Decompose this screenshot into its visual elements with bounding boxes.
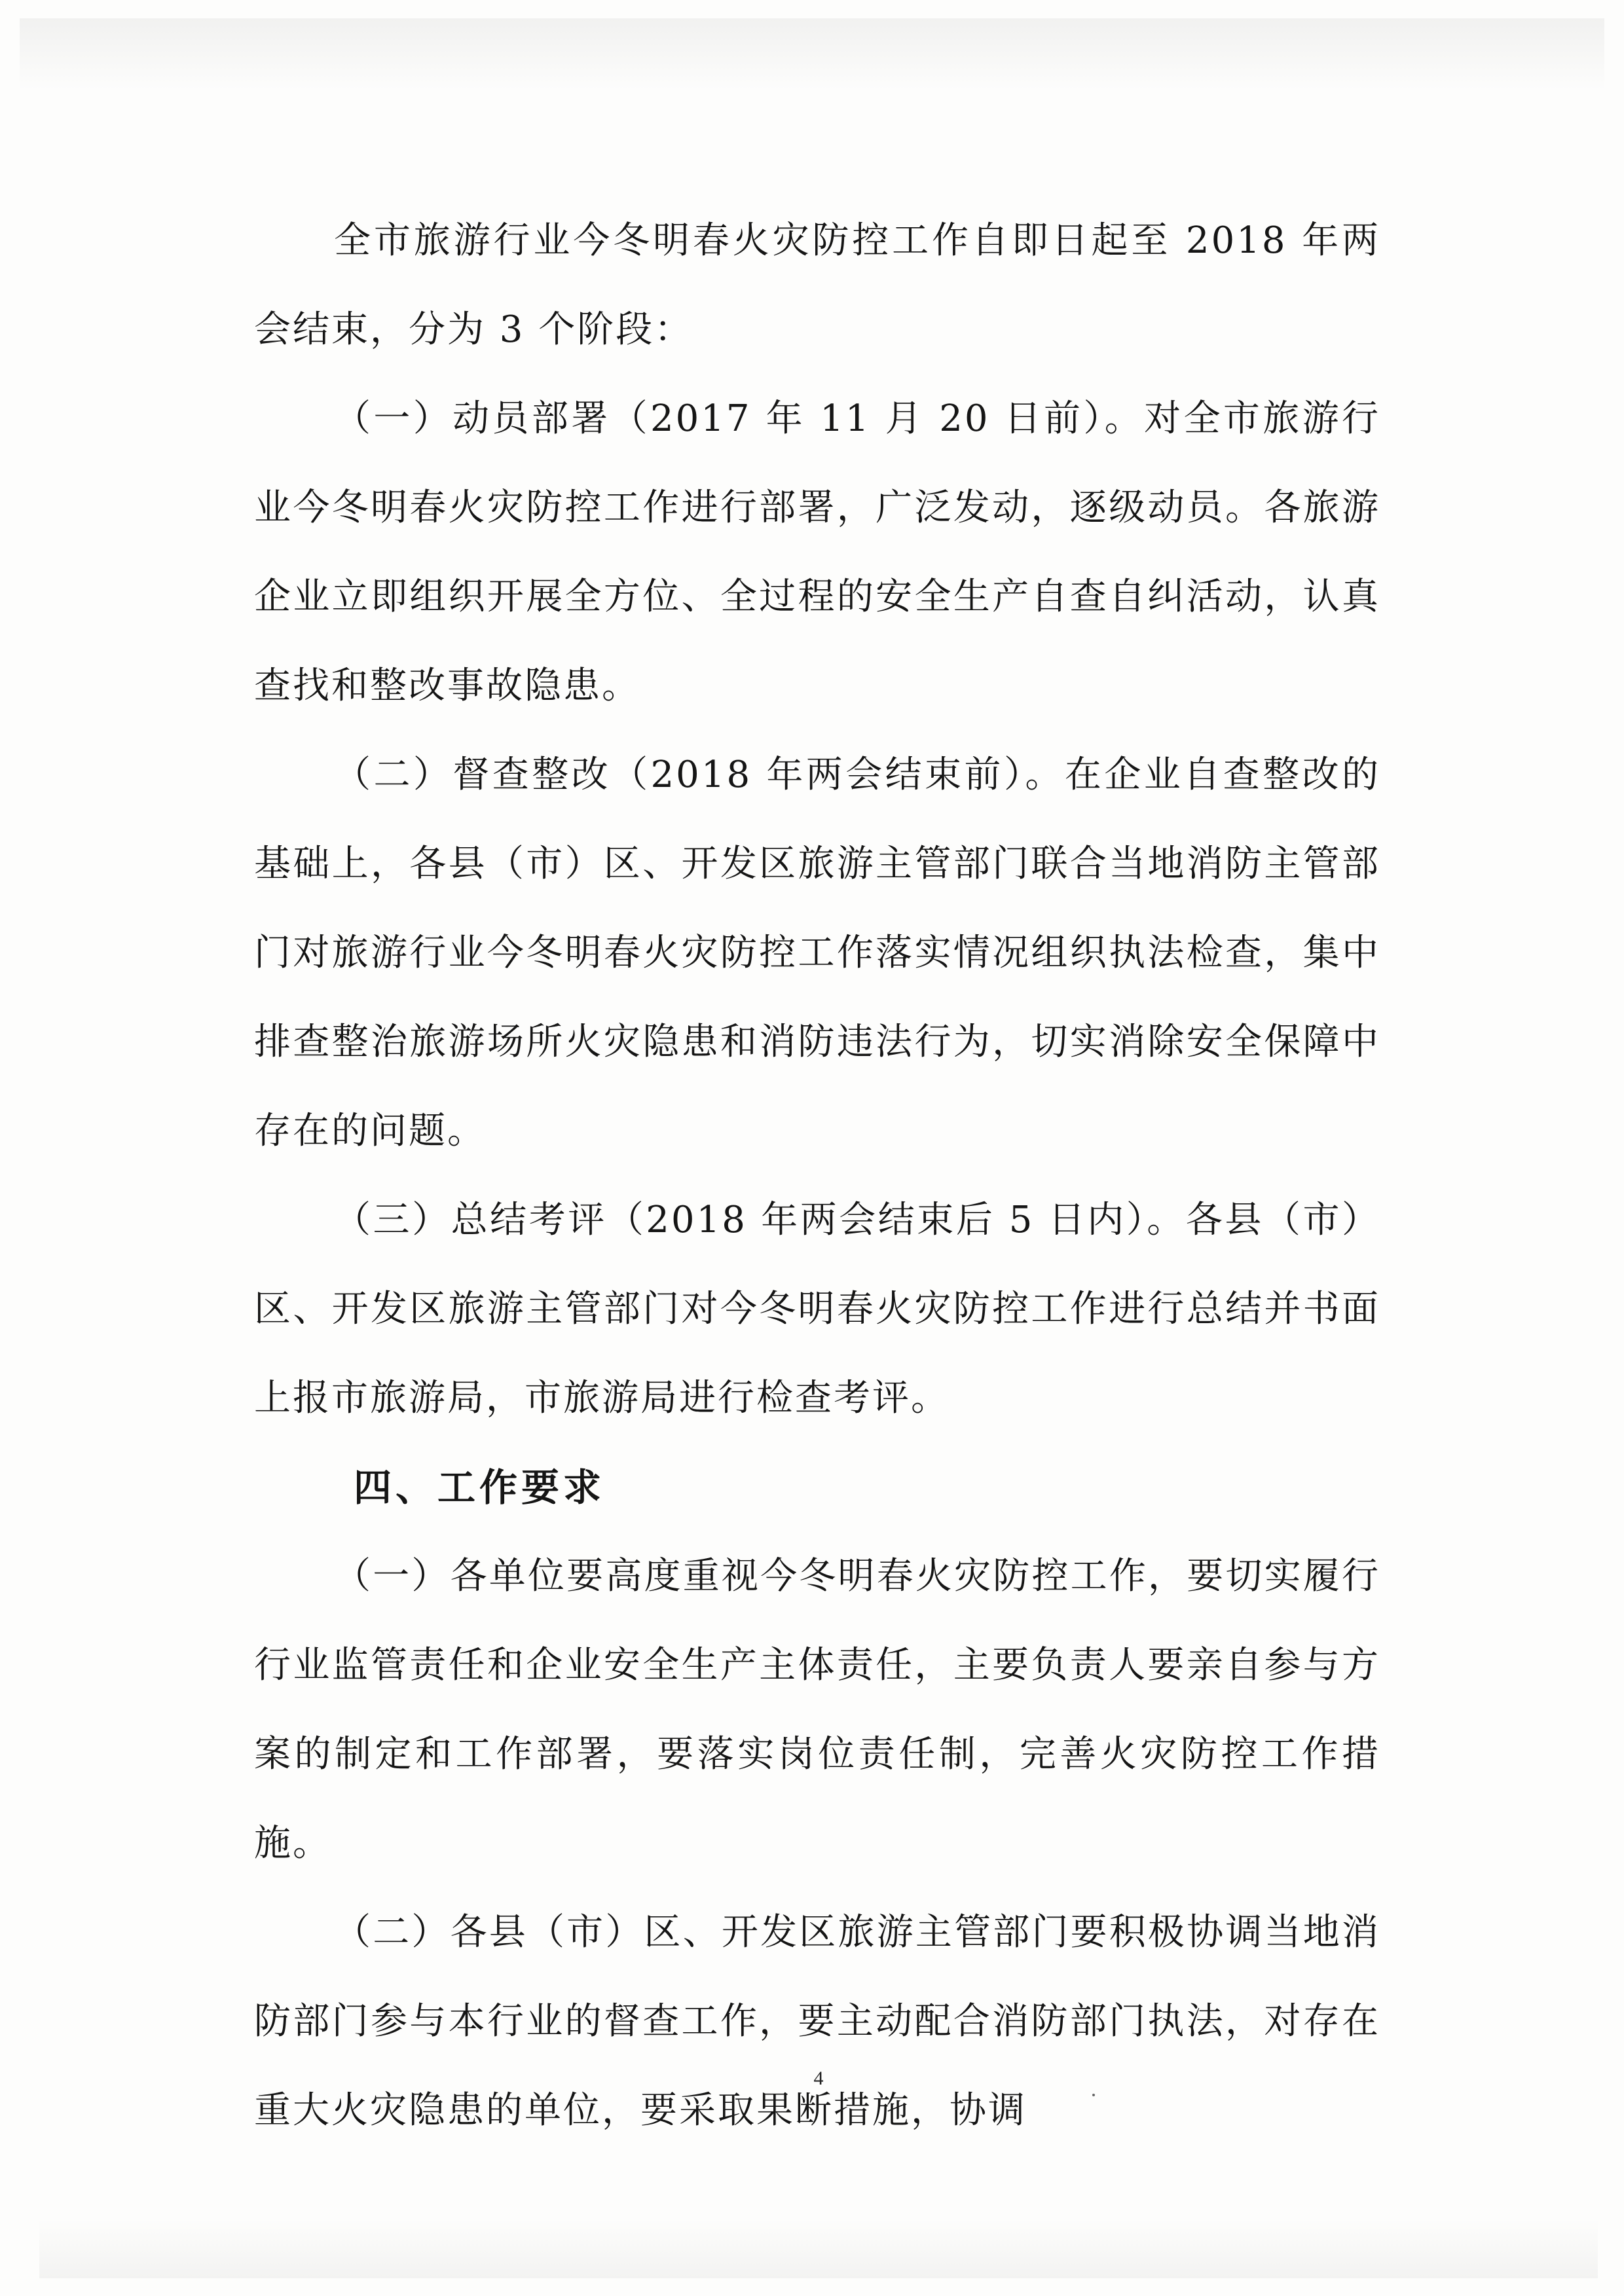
paragraph-stage-1: （一）动员部署（2017 年 11 月 20 日前）。对全市旅游行业今冬明春火灾防控工作进行部署，广泛发动，逐级动员。各旅游企业立即组织开展全方位、全过程的安全生产自查自纠活动，认真查找和整改事故隐患。 [254,397,1380,707]
paragraph-requirement-2: （二）各县（市）区、开发区旅游主管部门要积极协调当地消防部门参与本行业的督查工作，要主动配合消防部门执法，对存在重大火灾隐患的单位，要采取果断措施，协调 [254,1911,1380,2132]
paragraph-requirement-1: （一）各单位要高度重视今冬明春火灾防控工作，要切实履行行业监管责任和企业安全生产主体责任，主要负责人要亲自参与方案的制定和工作部署，要落实岗位责任制，完善火灾防控工作措施。 [254,1555,1380,1865]
paragraph-stage-3: （三）总结考评（2018 年两会结束后 5 日内）。各县（市）区、开发区旅游主管部门对今冬明春火灾防控工作进行总结并书面上报市旅游局，市旅游局进行检查考评。 [254,1199,1380,1419]
section-heading: 四、工作要求 [354,1465,606,1510]
page-number: 4 [813,2068,824,2089]
document-body [254,196,1380,2155]
paragraph-stages-intro: 全市旅游行业今冬明春火灾防控工作自即日起至 2018 年两会结束，分为 3 个阶段： [254,219,1380,351]
scan-speck [1092,2094,1095,2096]
scan-shadow-bottom [39,2219,1598,2278]
scan-shadow-top [20,18,1604,90]
paragraph-stage-2: （二）督查整改（2018 年两会结束前）。在企业自查整改的基础上，各县（市）区、开发区旅游主管部门联合当地消防主管部门对旅游行业今冬明春火灾防控工作落实情况组织执法检查，集中排查整治旅游场所火灾隐患和消防违法行为，切实消除安全保障中存在的问题。 [254,754,1380,1152]
